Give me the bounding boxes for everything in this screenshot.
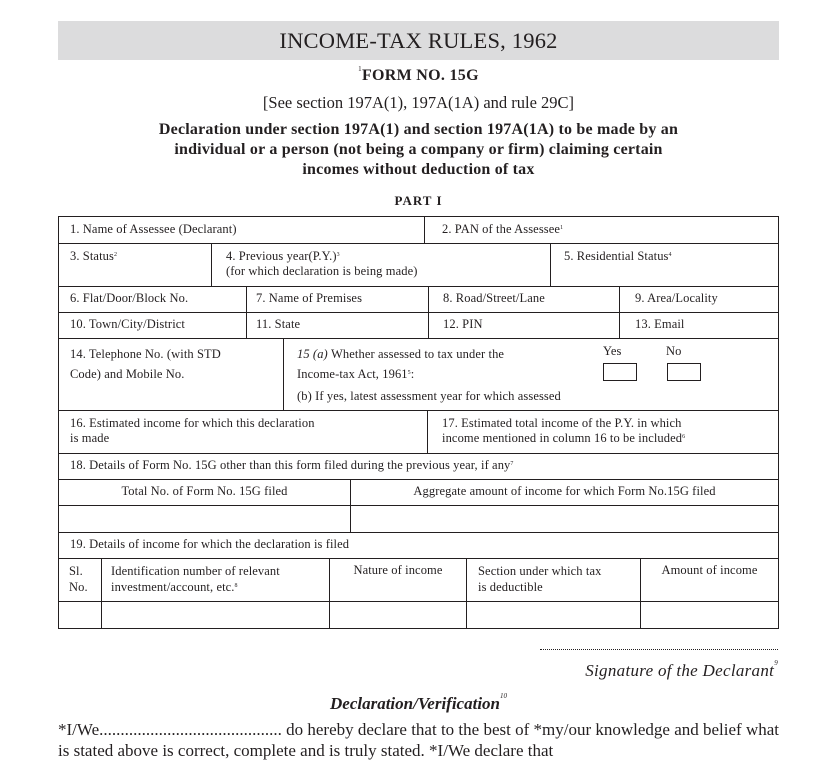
rules-title-bar	[58, 21, 779, 60]
col-section	[478, 563, 601, 595]
field-15a-line: Whether assessed to tax under the	[331, 347, 505, 361]
field-estimated-income	[70, 416, 315, 446]
signature-line[interactable]	[540, 649, 778, 650]
input-total-forms-filed[interactable]	[59, 506, 350, 532]
field-assessed-to-tax	[297, 344, 504, 384]
field-estimated-total-income-line: 17. Estimated total income of the P.Y. in which	[442, 416, 682, 430]
input-nature-of-income[interactable]	[330, 602, 466, 628]
form-table	[58, 216, 779, 629]
col-serial-no	[69, 563, 88, 595]
input-serial-no[interactable]	[59, 602, 101, 628]
col-identification-line: investment/account, etc.	[111, 580, 235, 594]
field-previous-year-note: (for which declaration is being made)	[226, 264, 418, 278]
declaration-body: *I/We........................................... do hereby declare that to the best of *my/our knowledge and belief what is stated above is correct, complete and is truly stated. *I/We declare that	[58, 720, 779, 760]
field-form-15g-details	[70, 458, 514, 473]
footnote-marker: 5	[407, 370, 411, 376]
field-estimated-income-line: 16. Estimated income for which this declaration	[70, 416, 315, 430]
field-town-city: 10. Town/City/District	[70, 317, 185, 331]
form-number-text: FORM NO. 15G	[361, 67, 479, 84]
field-pin: 12. PIN	[443, 317, 483, 331]
footnote-marker: 1	[560, 225, 564, 231]
col-serial-no-line: Sl.	[69, 564, 83, 578]
footnote-marker: 10	[500, 692, 507, 700]
input-amount-of-income[interactable]	[641, 602, 778, 628]
col-section-line: is deductible	[478, 580, 543, 594]
field-area-locality: 9. Area/Locality	[635, 291, 718, 305]
signature-label	[585, 661, 778, 681]
field-15a-line: Income-tax Act, 1961	[297, 367, 408, 381]
field-status	[70, 249, 117, 264]
input-identification-number[interactable]	[102, 602, 329, 628]
col-identification-line: Identification number of relevant	[111, 564, 280, 578]
field-residential-status-label: 5. Residential Status	[564, 249, 669, 263]
col-nature-of-income: Nature of income	[353, 563, 443, 577]
field-estimated-income-line: is made	[70, 431, 110, 445]
col-total-forms-filed: Total No. of Form No. 15G filed	[121, 484, 288, 498]
yes-label: Yes	[603, 344, 622, 358]
field-income-details: 19. Details of income for which the declaration is filed	[70, 537, 350, 551]
field-state: 11. State	[256, 317, 301, 331]
field-latest-assessment-year: (b) If yes, latest assessment year for which assessed	[297, 389, 561, 403]
field-name-of-assessee: 1. Name of Assessee (Declarant)	[70, 222, 237, 236]
field-estimated-total-income-line: income mentioned in column 16 to be included	[442, 431, 683, 445]
field-road-street: 8. Road/Street/Lane	[443, 291, 545, 305]
field-pan	[442, 222, 563, 237]
field-15a-colon: :	[410, 367, 415, 381]
field-previous-year	[226, 249, 417, 279]
declaration-title-text: Declaration/Verification	[330, 694, 500, 713]
footnote-marker: 7	[510, 461, 514, 467]
form-heading-line: incomes without deduction of tax	[302, 161, 535, 178]
no-label: No	[666, 344, 682, 358]
form-heading-line: individual or a person (not being a company or firm) claiming certain	[174, 141, 663, 158]
footnote-marker: 2	[113, 252, 118, 258]
footnote-marker: 8	[234, 583, 238, 589]
field-email: 13. Email	[635, 317, 685, 331]
col-identification-number	[111, 563, 280, 595]
form-number	[58, 67, 779, 85]
col-serial-no-line: No.	[69, 580, 88, 594]
form-footnote-marker: 1	[358, 65, 362, 73]
field-name-of-premises: 7. Name of Premises	[256, 291, 363, 305]
col-amount-of-income: Amount of income	[661, 563, 758, 577]
field-telephone-line: Code) and Mobile No.	[70, 367, 185, 381]
footnote-marker: 3	[336, 252, 340, 258]
declaration-title	[58, 694, 779, 714]
field-flat-door-block: 6. Flat/Door/Block No.	[70, 291, 189, 305]
input-section[interactable]	[467, 602, 640, 628]
field-15a-prefix: 15 (a)	[297, 347, 332, 361]
col-section-line: Section under which tax	[478, 564, 602, 578]
field-telephone	[70, 344, 221, 384]
footnote-marker: 6	[682, 434, 686, 440]
no-checkbox[interactable]	[667, 363, 701, 381]
part-label: PART I	[394, 193, 443, 208]
section-reference: [See section 197A(1), 197A(1A) and rule 29C]	[262, 93, 575, 112]
rules-title: INCOME-TAX RULES, 1962	[279, 27, 558, 53]
col-aggregate-income: Aggregate amount of income for which Form No.15G filed	[413, 484, 716, 498]
footnote-marker: 9	[774, 659, 778, 667]
field-pan-label: 2. PAN of the Assessee	[442, 222, 561, 236]
field-estimated-total-income	[442, 416, 685, 446]
yes-checkbox[interactable]	[603, 363, 637, 381]
input-aggregate-income[interactable]	[351, 506, 778, 532]
form-heading	[58, 120, 779, 180]
field-form-15g-details-label: 18. Details of Form No. 15G other than this form filed during the previous year, if any	[70, 458, 511, 472]
field-previous-year-label: 4. Previous year(P.Y.)	[226, 249, 337, 263]
field-status-label: 3. Status	[70, 249, 114, 263]
footnote-marker: 4	[668, 252, 672, 258]
signature-label-text: Signature of the Declarant	[585, 661, 775, 680]
form-heading-line: Declaration under section 197A(1) and section 197A(1A) to be made by an	[158, 121, 679, 138]
field-residential-status	[564, 249, 672, 264]
field-telephone-line: 14. Telephone No. (with STD	[70, 347, 221, 361]
